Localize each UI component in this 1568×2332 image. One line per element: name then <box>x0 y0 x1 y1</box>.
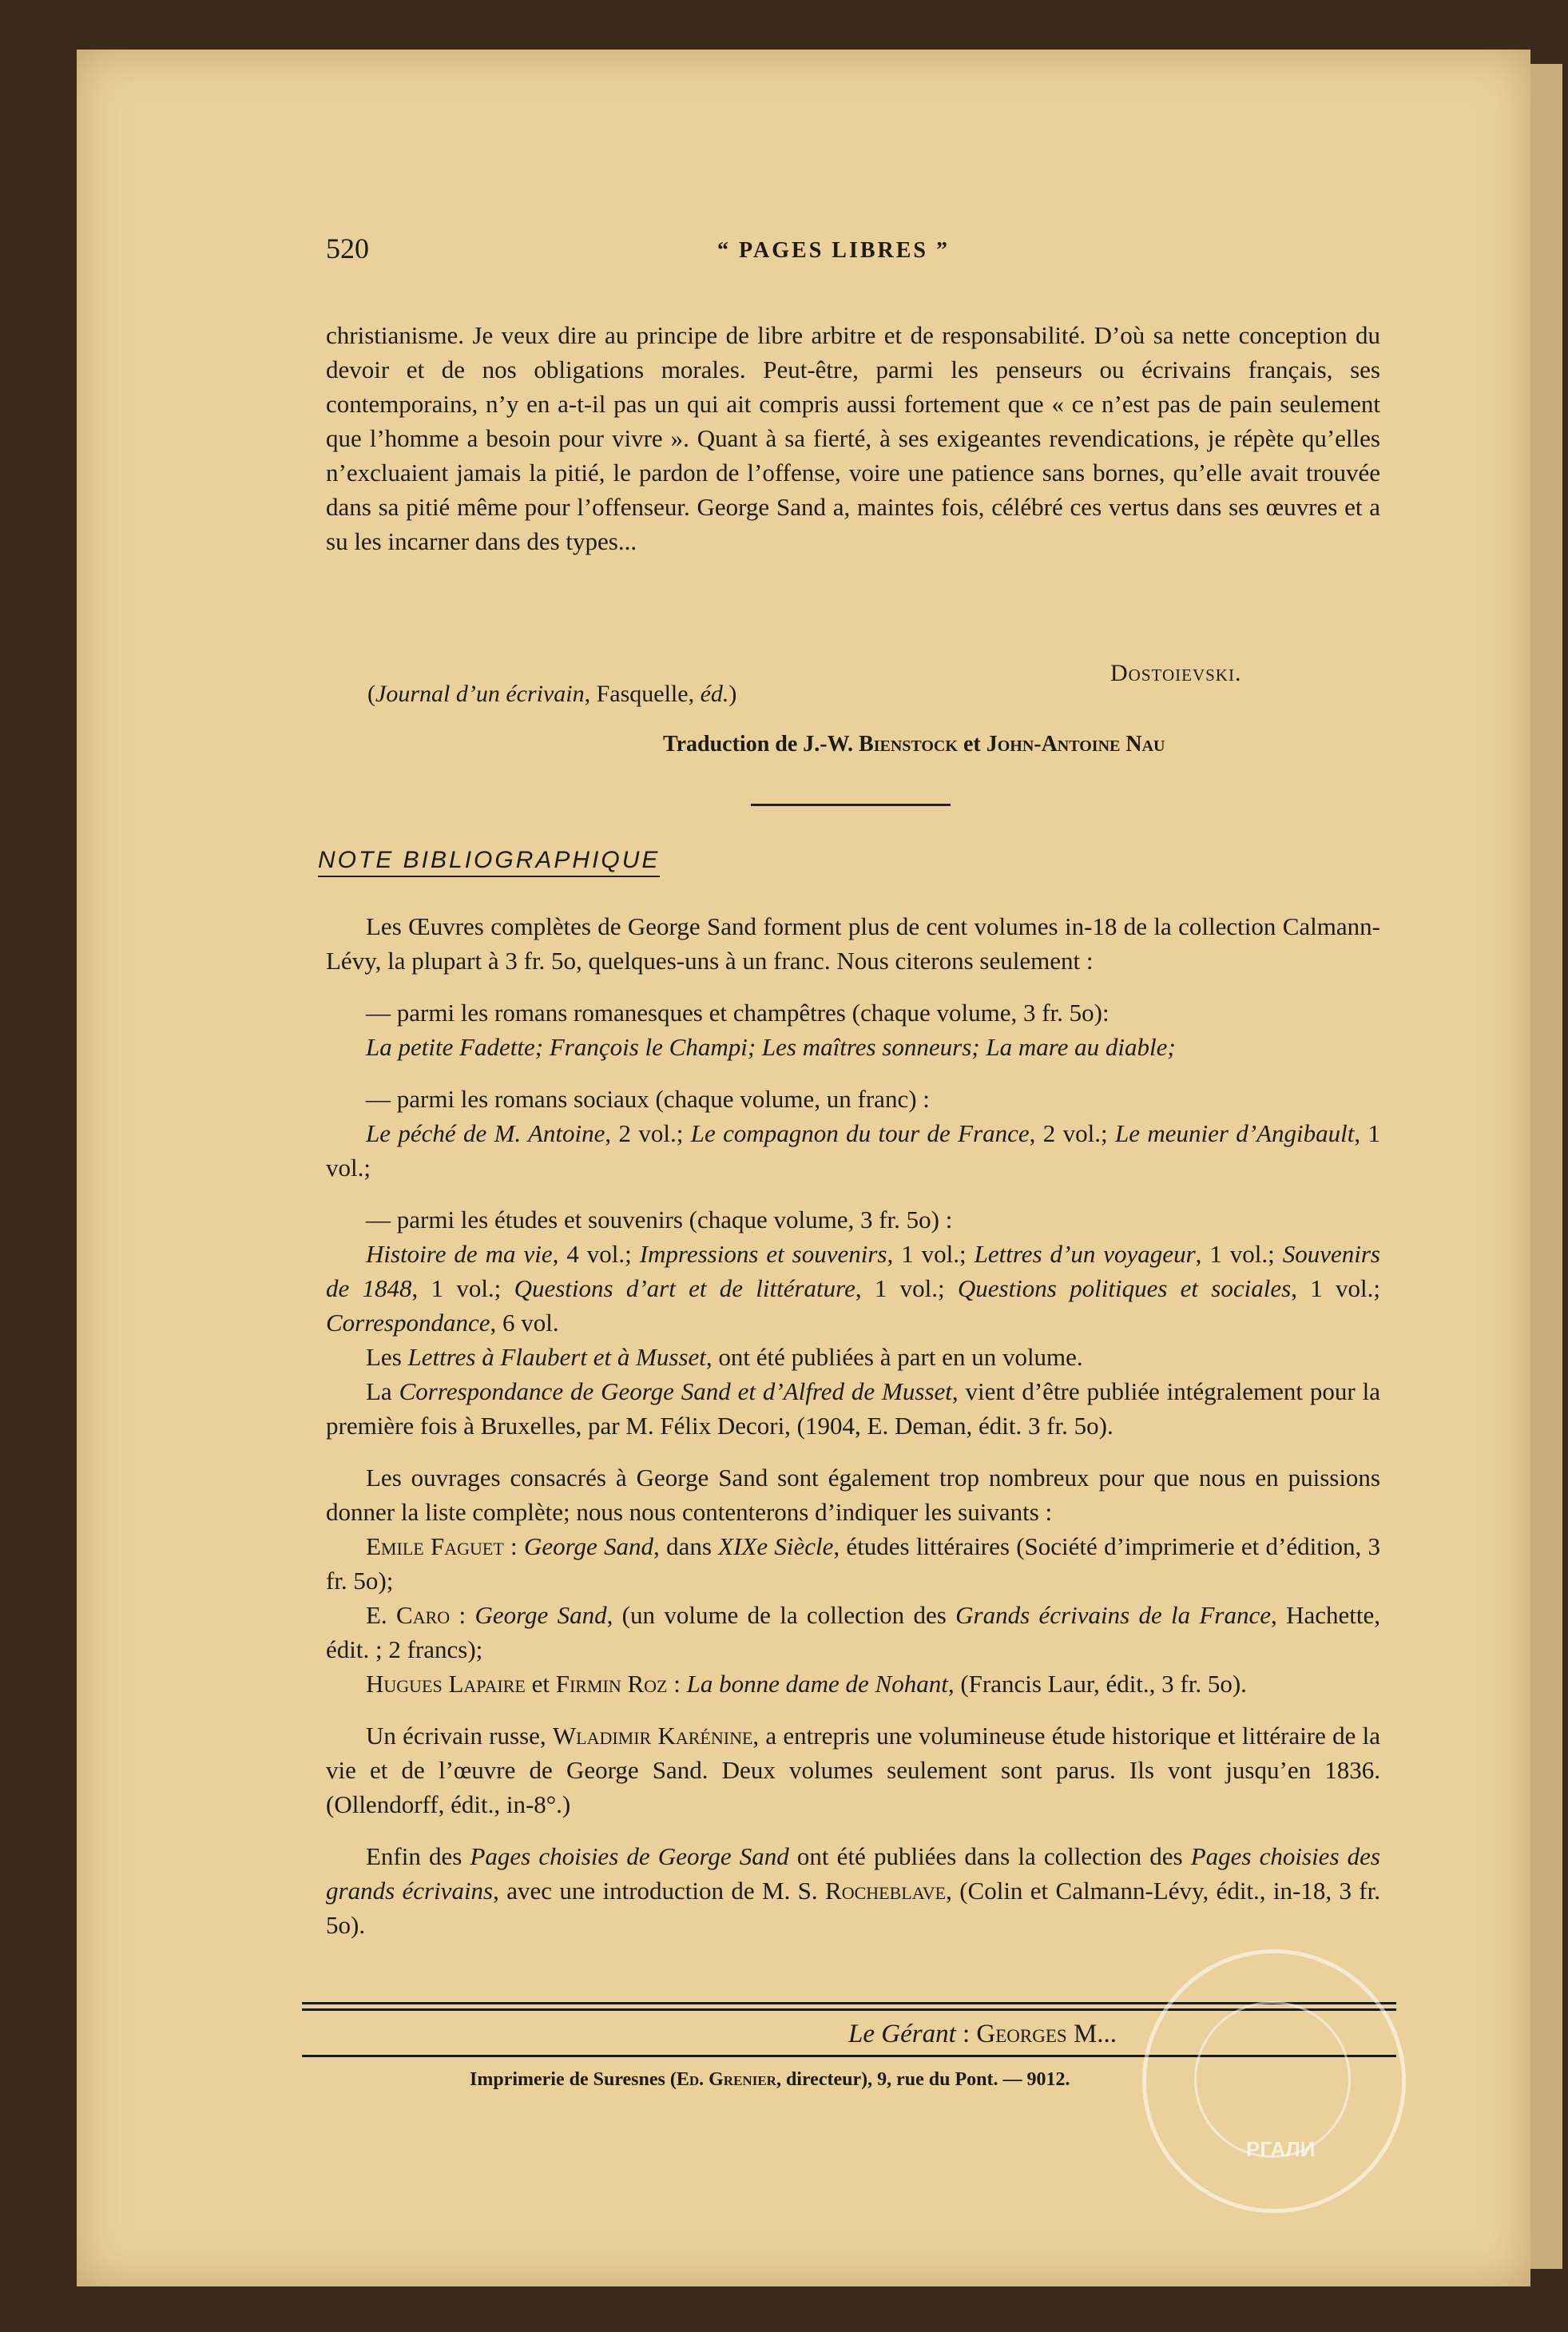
imprint-line: Imprimerie de Suresnes (Ed. Grenier, directeur), 9, rue du Pont. — 9012. <box>470 2069 1070 2090</box>
stamp-label: РГАЛИ <box>1246 2137 1316 2161</box>
running-title: “ PAGES LIBRES ” <box>717 238 950 263</box>
note-paragraph: Les Œuvres complètes de George Sand forment plus de cent volumes in-18 de la collection Calmann-Lévy, la plupart à 3 fr. 5o, quelques-uns à un franc. Nous citerons seulement : <box>326 912 1380 975</box>
note-reference: Hugues Lapaire et Firmin Roz : La bonne dame de Nohant, (Francis Laur, édit., 3 fr. 5o). <box>366 1670 1247 1698</box>
gerant-line: Le Gérant : Georges M... <box>848 2020 1117 2048</box>
note-paragraph: Enfin des Pages choisies de George Sand ont été publiées dans la collection des Pages choisies des grands écrivains, avec une introduction de M. S. Rocheblave, (Colin et Calmann-Lévy, édit., in-18, 3 fr. 5o). <box>326 1842 1380 1939</box>
note-paragraph: Les ouvrages consacrés à George Sand sont également trop nombreux pour que nous en puissions donner la liste complète; nous nous contenterons d’indiquer les suivants : <box>326 1464 1380 1526</box>
note-list-intro: — parmi les romans sociaux (chaque volume, un franc) : <box>366 1085 930 1113</box>
stamp-emblem <box>1194 2001 1351 2158</box>
note-list-items: Histoire de ma vie, 4 vol.; Impressions et souvenirs, 1 vol.; Lettres d’un voyageur, 1 vol.; Souvenirs de 1848, 1 vol.; Questions d’art et de littérature, 1 vol.; Questions politiques et sociales, 1 vol.; Correspondance, 6 vol. <box>326 1240 1380 1337</box>
archive-stamp <box>1142 1949 1406 2213</box>
signature: Dostoievski. <box>1110 660 1242 686</box>
quote-paragraph: christianisme. Je veux dire au principe de libre arbitre et de responsabilité. D’où sa nette conception du devoir et de nos obligations morales. Peut-être, parmi les penseurs ou écrivains français, ses contemporains, n’y en a-t-il pas un qui ait compris aussi fortement que « ce n’est pas de pain seulement que l’homme a besoin pour vivre ». Quant à sa fierté, à ses exigeantes revendications, je répète qu’elles n’excluaient jamais la pitié, le pardon de l’offense, voire une patience sans bornes, qu’elle avait trouvée dans sa pitié même pour l’offenseur. George Sand a, maintes fois, célébré ces vertus dans ses œuvres et a su les incarner dans des types... <box>326 321 1380 555</box>
bibliography <box>326 909 1380 1942</box>
note-reference: Emile Faguet : George Sand, dans XIXe Siècle, études littéraires (Société d’imprimerie et d’édition, 3 fr. 5o); <box>326 1532 1380 1595</box>
note-paragraph: La Correspondance de George Sand et d’Alfred de Musset, vient d’être publiée intégralement pour la première fois à Bruxelles, par M. Félix Decori, (1904, E. Deman, édit. 3 fr. 5o). <box>326 1377 1380 1440</box>
translation-credit: Traduction de J.-W. Bienstock et John-Antoine Nau <box>663 732 1165 757</box>
note-paragraph: Un écrivain russe, Wladimir Karénine, a entrepris une volumineuse étude historique et littéraire de la vie et de l’œuvre de George Sand. Deux volumes seulement sont parus. Ils vont jusqu’en 1836. (Ollendorff, édit., in-8°.) <box>326 1722 1380 1818</box>
section-divider <box>751 804 951 806</box>
source-citation: (Journal d’un écrivain, Fasquelle, éd.) <box>367 681 737 707</box>
note-list-items: La petite Fadette; François le Champi; Les maîtres sonneurs; La mare au diable; <box>366 1033 1176 1061</box>
page-edge <box>1530 64 1562 2269</box>
note-list-intro: — parmi les études et souvenirs (chaque volume, 3 fr. 5o) : <box>366 1206 953 1234</box>
note-list-intro: — parmi les romans romanesques et champêtres (chaque volume, 3 fr. 5o): <box>366 999 1110 1027</box>
page-number: 520 <box>326 232 369 264</box>
note-reference: E. Caro : George Sand, (un volume de la collection des Grands écrivains de la France, Hachette, édit. ; 2 francs); <box>326 1601 1380 1663</box>
quote-block <box>326 318 1380 558</box>
source-work: Journal d’un écrivain <box>375 681 585 707</box>
note-title: NOTE BIBLIOGRAPHIQUE <box>318 847 660 877</box>
page-header <box>326 232 1380 280</box>
note-list-items: Le péché de M. Antoine, 2 vol.; Le compagnon du tour de France, 2 vol.; Le meunier d’Angibault, 1 vol.; <box>326 1119 1380 1182</box>
note-paragraph: Les Lettres à Flaubert et à Musset, ont été publiées à part en un volume. <box>366 1343 1083 1371</box>
